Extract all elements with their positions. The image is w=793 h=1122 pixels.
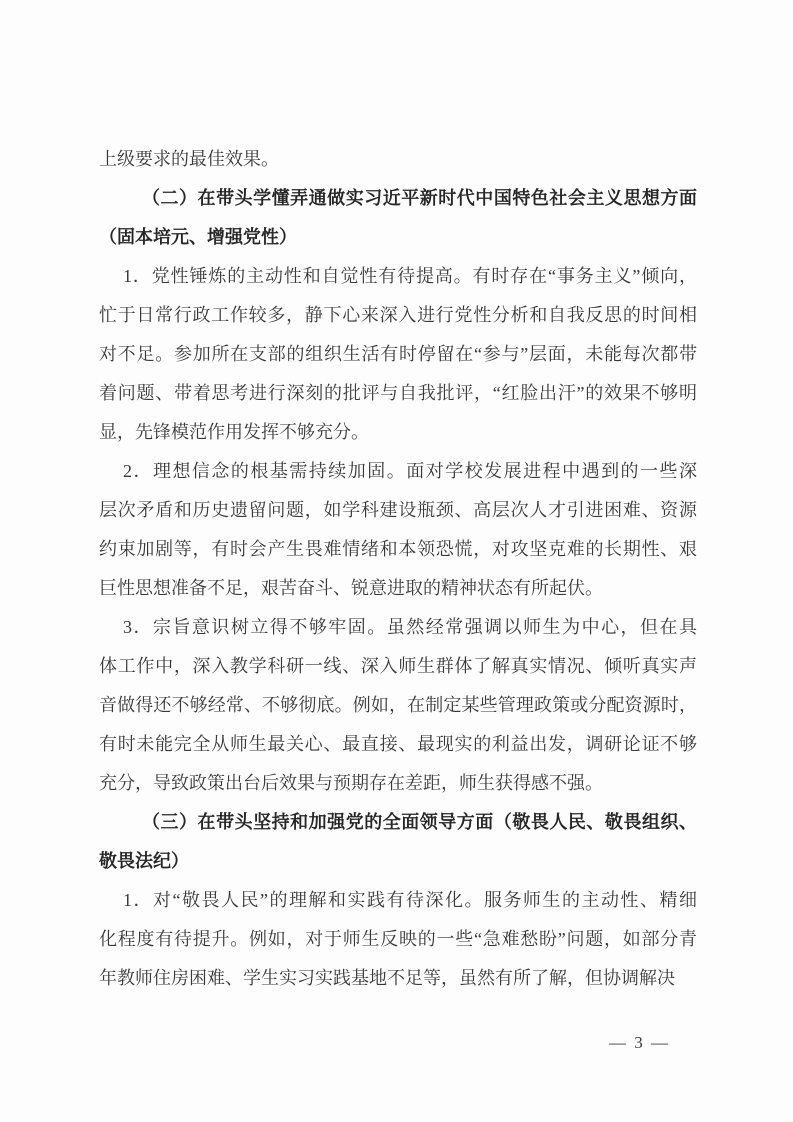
text-line: 巨性思想准备不足，艰苦奋斗、锐意进取的精神状态有所起伏。 — [99, 578, 603, 598]
text-line: 上级要求的最佳效果。 — [99, 149, 279, 169]
text-line: 音做得还不够经常、不够彻底。例如，在制定某些管理政策或分配资源时， — [99, 695, 697, 715]
text-line: 着问题、带着思考进行深刻的批评与自我批评，“红脸出汗”的效果不够明 — [99, 383, 697, 403]
text-line: 忙于日常行政工作较多，静下心来深入进行党性分析和自我反思的时间相 — [99, 305, 697, 325]
heading-line: （固本培元、增强党性） — [99, 227, 297, 247]
text-line: 3．宗旨意识树立得不够牢固。虽然经常强调以师生为中心，但在具 — [123, 617, 697, 637]
heading-line: （二）在带头学懂弄通做实习近平新时代中国特色社会主义思想方面 — [142, 188, 697, 208]
text-line: 2．理想信念的根基需持续加固。面对学校发展进程中遇到的一些深 — [123, 461, 697, 481]
text-line: 对不足。参加所在支部的组织生活有时停留在“参与”层面，未能每次都带 — [99, 344, 697, 364]
text-line: 显，先锋模范作用发挥不够充分。 — [99, 422, 369, 442]
page-body — [99, 140, 697, 998]
heading-line: 敬畏法纪） — [99, 851, 189, 871]
text-line: 体工作中，深入教学科研一线、深入师生群体了解真实情况、倾听真实声 — [99, 656, 697, 676]
text-line: 化程度有待提升。例如，对于师生反映的一些“急难愁盼”问题，如部分青 — [99, 929, 697, 949]
text-line: 年教师住房困难、学生实习实践基地不足等，虽然有所了解，但协调解决 — [99, 968, 675, 988]
text-line: 充分，导致政策出台后效果与预期存在差距，师生获得感不强。 — [99, 773, 603, 793]
page-number: — 3 — — [609, 1033, 670, 1052]
text-line: 1．党性锤炼的主动性和自觉性有待提高。有时存在“事务主义”倾向， — [123, 266, 697, 286]
text-line: 1．对“敬畏人民”的理解和实践有待深化。服务师生的主动性、精细 — [123, 890, 697, 910]
text-line: 约束加剧等，有时会产生畏难情绪和本领恐慌，对攻坚克难的长期性、艰 — [99, 539, 697, 559]
text-line: 有时未能完全从师生最关心、最直接、最现实的利益出发，调研论证不够 — [99, 734, 697, 754]
text-line: 层次矛盾和历史遗留问题，如学科建设瓶颈、高层次人才引进困难、资源 — [99, 500, 697, 520]
heading-line: （三）在带头坚持和加强党的全面领导方面（敬畏人民、敬畏组织、 — [142, 812, 697, 832]
